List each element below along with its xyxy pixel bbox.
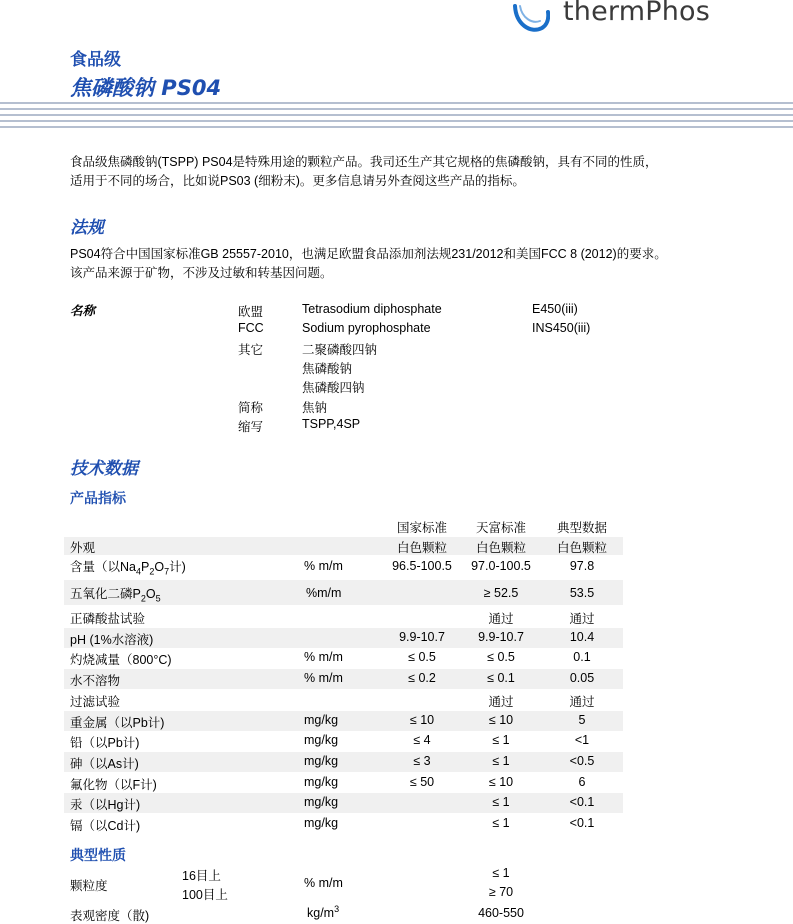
spec-row-national: ≤ 4 bbox=[413, 733, 431, 748]
intro-paragraph bbox=[70, 153, 658, 191]
spec-row-name: 过滤试验 bbox=[70, 694, 121, 709]
spec-row-name: 汞（以Hg计) bbox=[70, 798, 141, 813]
spec-row-company: ≤ 1 bbox=[492, 733, 510, 748]
company-logo bbox=[510, 0, 740, 40]
appearance-company: 白色颗粒 bbox=[475, 541, 526, 555]
regulations-title: 法规 bbox=[70, 218, 104, 238]
spec-row-typical: <1 bbox=[574, 733, 590, 748]
name-value: Tetrasodium diphosphate bbox=[302, 302, 442, 316]
content-typical: 97.8 bbox=[569, 559, 595, 573]
spec-row-unit: % m/m bbox=[304, 650, 343, 665]
logo-text: thermPhos bbox=[563, 0, 711, 27]
spec-row-company: ≤ 0.5 bbox=[487, 650, 515, 665]
content-name: 含量（以$Na_4P_2O_7$计) bbox=[70, 560, 186, 577]
logo-swirl-icon bbox=[510, 0, 550, 40]
typical-title: 典型性质 bbox=[70, 848, 126, 864]
content-company: 97.0-100.5 bbox=[471, 559, 531, 573]
spec-row-name: 重金属（以Pb计) bbox=[70, 715, 165, 730]
spec-row-national: ≤ 0.5 bbox=[408, 650, 436, 665]
header-typical: 典型数据 bbox=[556, 521, 607, 535]
spec-row-company: 通过 bbox=[488, 612, 514, 626]
p2o5-unit: %m/m bbox=[306, 586, 342, 600]
name-key: 简称 bbox=[238, 400, 264, 415]
intro-line-1: 食品级焦磷酸钠(TSPP) PS04是特殊用途的颗粒产品。我司还生产其它规格的焦磷酸钠，具有不同的性质， bbox=[70, 155, 658, 169]
spec-row-name: 铅（以Pb计) bbox=[70, 736, 140, 751]
name-value: 焦钠 bbox=[302, 400, 328, 415]
name-value: 焦磷酸钠 bbox=[302, 362, 353, 377]
spec-row-typical: <0.1 bbox=[569, 795, 595, 810]
spec-row-name: 砷（以As计) bbox=[70, 756, 139, 771]
density-name: 表观密度（散) bbox=[70, 909, 150, 923]
spec-row-typical: 0.05 bbox=[569, 671, 595, 686]
spec-row-national: ≤ 50 bbox=[409, 774, 435, 789]
appearance-national: 白色颗粒 bbox=[396, 541, 447, 555]
spec-row-name: 镉（以Cd计) bbox=[70, 819, 141, 833]
spec-row-name: pH (1%水溶液) bbox=[70, 632, 154, 647]
p2o5-name: 五氧化二磷$P_2O_5$ bbox=[70, 587, 161, 604]
name-key: 其它 bbox=[238, 343, 264, 358]
header-national: 国家标准 bbox=[396, 521, 447, 535]
name-value: Sodium pyrophosphate bbox=[302, 321, 431, 336]
spec-row-typical: <0.1 bbox=[569, 816, 595, 830]
names-label: 名称 bbox=[70, 303, 96, 318]
product-name: 焦磷酸钠 PS04 bbox=[70, 76, 222, 100]
intro-line-2: 适用于不同的场合，比如说PS03 (细粉末)。更多信息请另外查阅这些产品的指标。 bbox=[70, 174, 525, 188]
granularity-mesh-16: 16目上 bbox=[182, 869, 221, 883]
regulations-line-2: 该产品来源于矿物，不涉及过敏和转基因问题。 bbox=[70, 266, 333, 280]
name-key: 欧盟 bbox=[238, 305, 264, 319]
spec-row-typical: 5 bbox=[578, 712, 586, 727]
p2o5-typical: 53.5 bbox=[569, 586, 595, 600]
granularity-unit: % m/m bbox=[304, 876, 343, 890]
tech-data-title: 技术数据 bbox=[70, 459, 138, 479]
spec-row-name: 正磷酸盐试验 bbox=[70, 612, 146, 626]
name-key: FCC bbox=[238, 321, 264, 336]
spec-title: 产品指标 bbox=[70, 491, 126, 507]
regulations-line-1: PS04符合中国国家标准GB 25557-2010，也满足欧盟食品添加剂法规231/2012和美国FCC 8 (2012)的要求。 bbox=[70, 247, 667, 261]
content-unit: % m/m bbox=[304, 559, 343, 573]
spec-row-typical: <0.5 bbox=[569, 753, 595, 768]
spec-row-company: ≤ 1 bbox=[492, 816, 510, 830]
spec-row-unit: mg/kg bbox=[304, 712, 339, 727]
spec-row-national: 9.9-10.7 bbox=[399, 629, 445, 644]
spec-row-company: ≤ 10 bbox=[488, 712, 514, 727]
spec-row-name: 水不溶物 bbox=[70, 674, 121, 689]
spec-row-company: 通过 bbox=[488, 694, 514, 709]
spec-row-national: ≤ 0.2 bbox=[408, 671, 436, 686]
spec-row-unit: mg/kg bbox=[304, 816, 339, 830]
header-company: 天富标准 bbox=[475, 521, 526, 535]
spec-row-unit: % m/m bbox=[304, 671, 343, 686]
spec-row-company: ≤ 10 bbox=[488, 774, 514, 789]
spec-row-company: 9.9-10.7 bbox=[478, 629, 524, 644]
regulations-paragraph bbox=[70, 245, 667, 283]
spec-row-typical: 6 bbox=[578, 774, 586, 789]
name-value: 二聚磷酸四钠 bbox=[302, 343, 378, 358]
page-title: 食品级 bbox=[70, 50, 121, 70]
granularity-value-2: ≥ 70 bbox=[488, 885, 514, 899]
spec-row-name: 灼烧减量（800°C) bbox=[70, 653, 172, 668]
granularity-mesh-100: 100目上 bbox=[182, 888, 228, 902]
appearance-typical: 白色颗粒 bbox=[556, 541, 607, 555]
name-key: 缩写 bbox=[238, 419, 264, 434]
spec-row-company: ≤ 1 bbox=[492, 795, 510, 810]
density-value: 460-550 bbox=[478, 906, 524, 920]
granularity-value-1: ≤ 1 bbox=[492, 866, 510, 880]
spec-row-unit: mg/kg bbox=[304, 753, 339, 768]
spec-row-typical: 通过 bbox=[569, 612, 595, 626]
spec-row-typical: 10.4 bbox=[569, 629, 595, 644]
spec-row-unit: mg/kg bbox=[304, 795, 339, 810]
p2o5-company: ≥ 52.5 bbox=[483, 586, 519, 600]
spec-row-company: ≤ 1 bbox=[492, 753, 510, 768]
granularity-name: 颗粒度 bbox=[70, 879, 108, 893]
name-code: E450(iii) bbox=[532, 302, 578, 316]
spec-row-unit: mg/kg bbox=[304, 733, 339, 748]
name-code: INS450(iii) bbox=[532, 321, 591, 336]
spec-row-typical: 0.1 bbox=[573, 650, 591, 665]
spec-row-unit: mg/kg bbox=[304, 774, 339, 789]
name-value: 焦磷酸四钠 bbox=[302, 381, 365, 396]
appearance-name: 外观 bbox=[70, 541, 96, 555]
spec-row-typical: 通过 bbox=[569, 694, 595, 709]
spec-row-company: ≤ 0.1 bbox=[487, 671, 515, 686]
spec-row-name: 氟化物（以F计) bbox=[70, 777, 157, 792]
spec-row-national: ≤ 10 bbox=[409, 712, 435, 727]
name-value: TSPP,4SP bbox=[302, 416, 361, 431]
spec-row-national: ≤ 3 bbox=[413, 753, 431, 768]
content-national: 96.5-100.5 bbox=[392, 559, 452, 573]
density-unit: $kg/m^3$ bbox=[307, 904, 340, 921]
